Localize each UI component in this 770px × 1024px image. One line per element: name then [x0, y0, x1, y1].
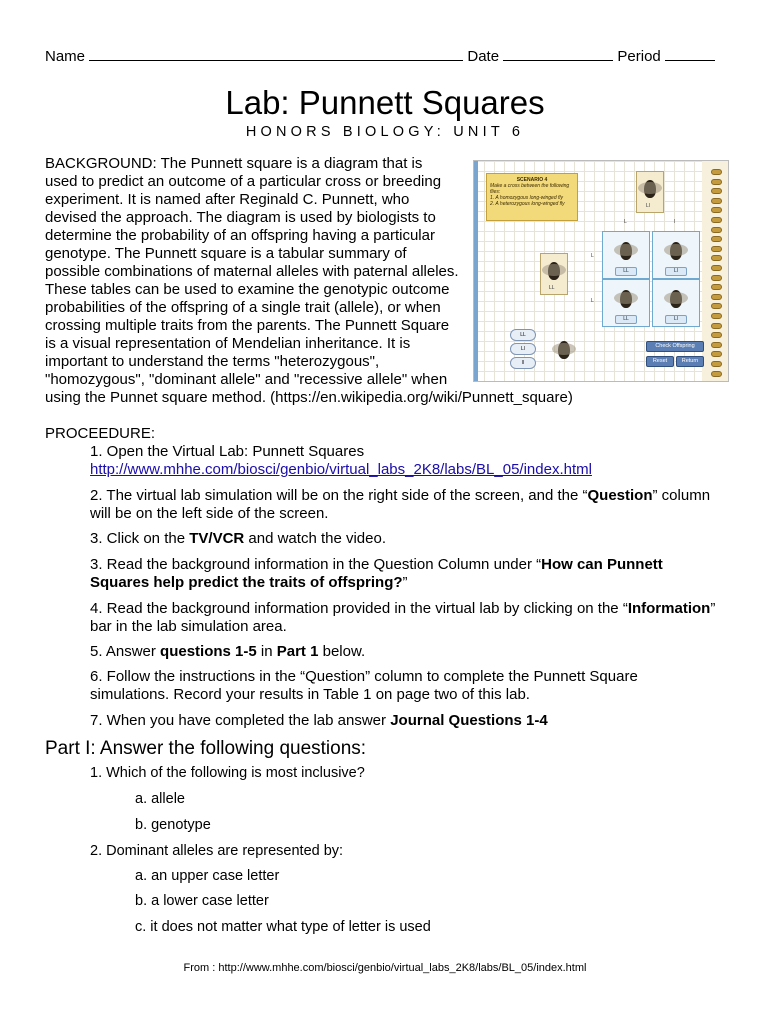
binder-ring-icon: [711, 275, 722, 281]
fly-icon: [644, 180, 656, 198]
parent-left-label: LL: [549, 285, 555, 291]
step-text: simulations. Record your results in Table 1 on page two of this lab.: [90, 686, 530, 703]
col-allele: L: [624, 219, 627, 225]
scenario-title: SCENARIO 4: [516, 177, 548, 183]
cell-genotype: LL: [615, 267, 637, 276]
col-allele: l: [674, 219, 676, 225]
parent-left-card: [540, 253, 568, 295]
background-line: important to understand the terms "heterozygous",: [45, 353, 380, 370]
step-text: 2. The virtual lab simulation will be on the right side of the screen, and the “: [90, 487, 588, 504]
binder-ring-icon: [711, 246, 722, 252]
binder-ring-icon: [711, 361, 722, 367]
date-label: Date: [467, 48, 500, 65]
step-bold: VCR: [212, 530, 245, 547]
background-line: possible combinations of maternal alleles with paternal alleles.: [45, 263, 459, 280]
background-line: "homozygous", "dominant allele" and "recessive allele" when: [45, 371, 448, 388]
step-text: below.: [318, 643, 366, 660]
name-label: Name: [45, 48, 86, 65]
punnett-cell[interactable]: [652, 279, 700, 327]
step-bold: How can Punnett: [541, 556, 663, 573]
punnett-cell[interactable]: [602, 231, 650, 279]
binder-ring-icon: [711, 255, 722, 261]
binder-ring-icon: [711, 198, 722, 204]
step-bold: Squares help predict the traits of offspring?: [90, 574, 403, 591]
scenario-item: 2. A heterozygous long-winged fly: [490, 201, 565, 207]
binder-ring-icon: [711, 342, 722, 348]
binder-ring-icon: [711, 303, 722, 309]
question-2: 2. Dominant alleles are represented by:: [90, 843, 344, 859]
genotype-option-ll[interactable]: ll: [510, 357, 536, 369]
procedure-step-4: [90, 556, 663, 592]
step-text: ”: [710, 600, 716, 617]
answer-option[interactable]: b. genotype: [135, 817, 211, 833]
question-1: 1. Which of the following is most inclusive?: [90, 765, 365, 781]
binder-ring-icon: [711, 227, 722, 233]
answer-option[interactable]: b. a lower case letter: [135, 893, 269, 909]
background-line: is a visual representation of Mendelian inheritance. It is: [45, 335, 411, 352]
page-title: Lab: Punnett Squares: [225, 84, 545, 121]
step-text: 3. Click on the: [90, 530, 190, 547]
step-text: 4. Read the background information provided in the virtual lab by clicking on the “: [90, 600, 628, 617]
step-bold: Question: [587, 487, 653, 504]
background-line: These tables can be used to examine the genotypic outcome: [45, 281, 450, 298]
binder-ring-icon: [711, 284, 722, 290]
step-text: 3. Read the background information in the Question Column under “: [90, 556, 542, 573]
parent-top-label: Ll: [646, 203, 650, 209]
binder-ring-icon: [711, 236, 722, 242]
step-bold: Information: [627, 600, 711, 617]
binder-ring-icon: [711, 188, 722, 194]
binder-ring-icon: [711, 332, 722, 338]
binder-ring-icon: [711, 323, 722, 329]
procedure-heading: PROCEEDURE:: [45, 425, 156, 442]
binder-ring-icon: [711, 179, 722, 185]
answer-option[interactable]: a. an upper case letter: [135, 868, 280, 884]
step-text: 5. Answer: [90, 643, 161, 660]
period-label: Period: [617, 48, 661, 65]
binder-ring-icon: [711, 313, 722, 319]
background-line: experiment. It is named after Reginald C. Punnett, who: [45, 191, 410, 208]
step-text: 7. When you have completed the lab answer: [90, 712, 391, 729]
parent-top-card: [636, 171, 664, 213]
background-line: probabilities of the offspring of a single trait (allele), or when: [45, 299, 441, 316]
background-line: genotype. The Punnett square is a tabular summary of: [45, 245, 407, 262]
procedure-step-2: [90, 487, 710, 523]
step-bold: questions 1-5: [160, 643, 257, 660]
step-text: ”: [402, 574, 408, 591]
scenario-item: 1. A homozygous long-winged fly: [490, 195, 564, 201]
punnett-cell[interactable]: [602, 279, 650, 327]
background-line: determine the probability of an offspring having a particular: [45, 227, 435, 244]
fly-icon: [670, 242, 682, 260]
scenario-card: [486, 173, 578, 221]
procedure-step-3: [90, 530, 386, 548]
fly-icon: [620, 242, 632, 260]
procedure-step-6: [90, 643, 365, 661]
notebook-rings: [702, 161, 728, 381]
binder-ring-icon: [711, 371, 722, 377]
binder-ring-icon: [711, 265, 722, 271]
cell-genotype: LL: [615, 315, 637, 324]
cell-genotype: Ll: [665, 315, 687, 324]
genotype-option-Ll[interactable]: Ll: [510, 343, 536, 355]
answer-option[interactable]: a. allele: [135, 791, 185, 807]
step-bold: Journal Questions 1-4: [390, 712, 548, 729]
date-field[interactable]: [503, 46, 613, 61]
binder-ring-icon: [711, 207, 722, 213]
step-bold: TV: [189, 530, 209, 547]
background-line: devised the approach. The diagram is used by biologists to: [45, 209, 436, 226]
step-text: will be on the left side of the screen.: [90, 505, 329, 522]
footer-source: From : http://www.mhhe.com/biosci/genbio/virtual_labs_2K8/labs/BL_05/index.html: [183, 962, 587, 974]
part1-heading: Part I: Answer the following questions:: [45, 738, 367, 759]
binder-ring-icon: [711, 217, 722, 223]
step-text: bar in the lab simulation area.: [90, 618, 287, 635]
step-text: ” column: [652, 487, 711, 504]
binder-ring-icon: [711, 169, 722, 175]
simulation-image: [473, 160, 729, 382]
period-field[interactable]: [665, 46, 715, 61]
step-text: and watch the video.: [244, 530, 386, 547]
check-offspring-button[interactable]: Check Offspring: [646, 341, 704, 352]
background-line: using the Punnet square method. (https://en.wikipedia.org/wiki/Punnett_square): [45, 389, 573, 406]
procedure-step-8: [90, 712, 548, 730]
background-line: used to predict an outcome of a particular cross or breeding: [45, 173, 442, 190]
binder-ring-icon: [711, 294, 722, 300]
step-text: 6. Follow the instructions in the “Question” column to complete the Punnett Square: [90, 668, 638, 685]
answer-option[interactable]: c. it does not matter what type of letter is used: [135, 919, 431, 935]
lab-link[interactable]: http://www.mhhe.com/biosci/genbio/virtual_labs_2K8/labs/BL_05/index.html: [90, 461, 592, 478]
step-bold: /: [208, 530, 213, 547]
name-field[interactable]: [89, 46, 463, 61]
procedure-step-1: [90, 443, 592, 479]
background-line: crossing multiple traits from the parents. The Punnett Square: [45, 317, 450, 334]
step-text: in: [256, 643, 277, 660]
return-button[interactable]: Return: [676, 356, 704, 367]
sim-left-bar: [474, 161, 478, 381]
fly-icon: [620, 290, 632, 308]
fly-icon: [548, 262, 560, 280]
fly-icon: [670, 290, 682, 308]
scenario-text: Make a cross between the following flies:: [490, 183, 570, 195]
step-bold: Part 1: [276, 643, 319, 660]
header-row: [45, 46, 715, 66]
row-allele: L: [591, 298, 594, 304]
genotype-option-ll[interactable]: LL: [510, 329, 536, 341]
cell-genotype: Ll: [665, 267, 687, 276]
row-allele: L: [591, 253, 594, 259]
step-text: 1. Open the Virtual Lab: Punnett Squares: [90, 443, 365, 460]
page-subtitle: HONORS BIOLOGY: UNIT 6: [245, 124, 525, 140]
reset-button[interactable]: Reset: [646, 356, 674, 367]
binder-ring-icon: [711, 351, 722, 357]
procedure-step-5: [90, 600, 715, 636]
fly-icon: [558, 341, 570, 359]
background-line: BACKGROUND: The Punnett square is a diagram that is: [45, 155, 423, 172]
punnett-cell[interactable]: [652, 231, 700, 279]
procedure-step-7: [90, 668, 638, 704]
